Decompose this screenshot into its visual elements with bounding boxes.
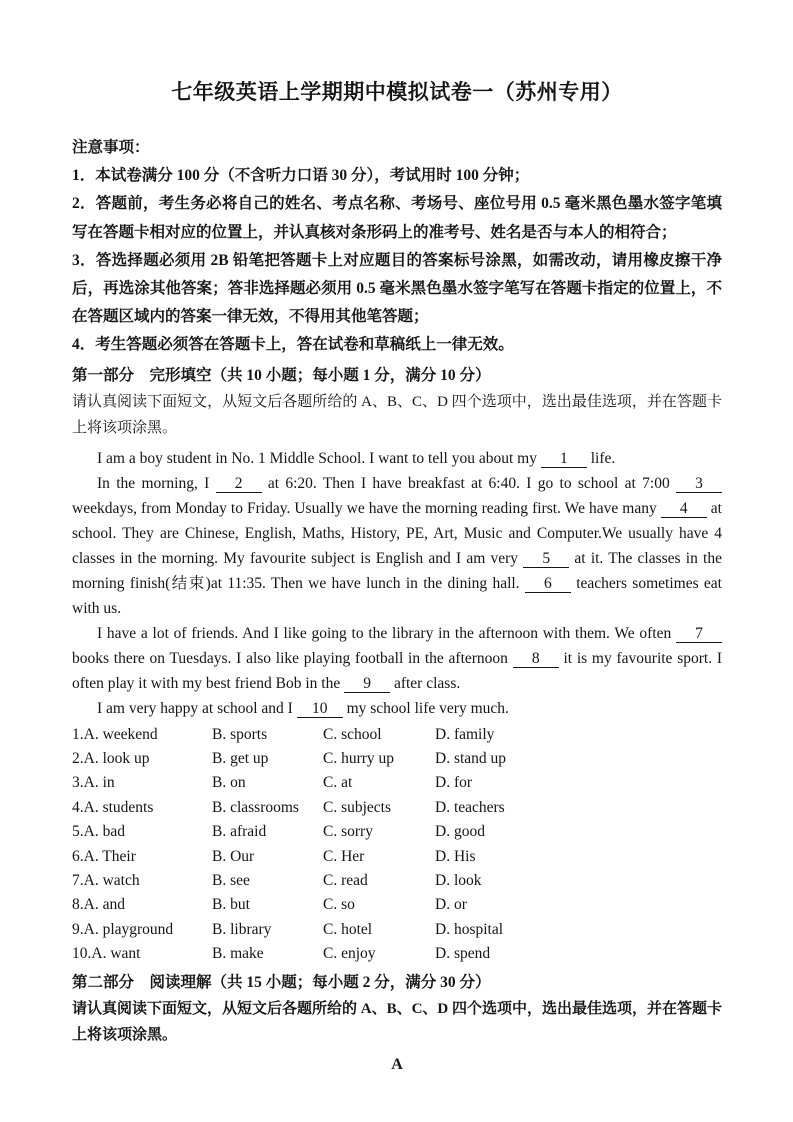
part2-heading: 第二部分 阅读理解（共 15 小题；每小题 2 分，满分 30 分） [72,973,491,991]
passage-paragraph-4: I am very happy at school and I 10 my school life very much. [97,699,509,717]
option-cell-q5-a: 5.A. bad [72,823,125,841]
cloze-blank-9: 9 [344,676,390,693]
cloze-passage [72,446,722,721]
option-cell-q4-a: 4.A. students [72,798,154,816]
reading-passage-label: A [391,1055,403,1073]
option-cell-q3-c: C. at [323,774,353,792]
option-cell-q2-d: D. stand up [435,750,507,768]
option-cell-q7-c: C. read [323,872,368,890]
option-cell-q8-c: C. so [323,896,355,914]
cloze-blank-10: 10 [297,701,343,718]
option-cell-q1-d: D. family [435,725,495,743]
cloze-blank-1: 1 [541,451,587,468]
part1-heading: 第一部分 完形填空（共 10 小题；每小题 1 分，满分 10 分） [72,366,491,384]
option-cell-q3-b: B. on [212,774,246,792]
option-cell-q2-a: 2.A. look up [72,750,150,768]
passage-paragraph-3: I have a lot of friends. And I like going to the library in the afternoon with them. We often 7 books there on Tuesdays. I also like playing football in the afternoon 8 it is my favourite sport. I often play it with my best friend Bob in the 9 after class. [72,624,722,692]
passage-paragraph-1: I am a boy student in No. 1 Middle School. I want to tell you about my 1 life. [97,449,616,467]
part1-intro: 请认真阅读下面短文，从短文后各题所给的 A、B、C、D 四个选项中，选出最佳选项，并在答题卡上将该项涂黑。 [72,393,722,436]
notice-heading: 注意事项： [72,139,150,156]
option-cell-q8-b: B. but [212,896,250,914]
option-cell-q1-b: B. sports [212,725,268,743]
option-cell-q6-d: D. His [435,847,476,865]
option-cell-q6-c: C. Her [323,847,365,865]
option-cell-q8-a: 8.A. and [72,896,125,914]
page-title: 七年级英语上学期期中模拟试卷一（苏州专用） [171,80,623,104]
cloze-blank-6: 6 [525,576,571,593]
option-cell-q8-d: D. or [435,896,467,914]
option-cell-q4-d: D. teachers [435,798,505,816]
option-cell-q3-a: 3.A. in [72,774,115,792]
cloze-blank-5: 5 [523,551,569,568]
passage-paragraph-2: In the morning, I 2 at 6:20. Then I have breakfast at 6:40. I go to school at 7:00 3 weekdays, from Monday to Friday. Usually we have the morning reading first. We have many 4 at school. They are Chinese, English, Maths, History, PE, Art, Music and Computer.We usually have 4 classes in the morning. My favourite subject is English and I am very 5 at it. The classes in the morning finish(结束)at 11:35. Then we have lunch in the dining hall. 6 teachers sometimes eat with us. [72,474,722,617]
option-cell-q2-b: B. get up [212,750,269,768]
option-cell-q1-c: C. school [323,725,382,743]
option-cell-q4-b: B. classrooms [212,798,299,816]
cloze-blank-8: 8 [513,651,559,668]
option-cell-q2-c: C. hurry up [323,750,395,768]
option-cell-q9-d: D. hospital [435,920,504,938]
cloze-blank-4: 4 [661,501,707,518]
option-cell-q10-b: B. make [212,945,264,963]
option-cell-q5-b: B. afraid [212,823,267,841]
option-cell-q1-a: 1.A. weekend [72,725,158,743]
option-cell-q10-d: D. spend [435,945,491,963]
option-cell-q10-c: C. enjoy [323,945,376,963]
option-cell-q3-d: D. for [435,774,473,792]
option-cell-q9-a: 9.A. playground [72,920,174,938]
part2-intro: 请认真阅读下面短文，从短文后各题所给的 A、B、C、D 四个选项中，选出最佳选项，并在答题卡上将该项涂黑。 [72,1000,723,1043]
option-cell-q9-b: B. library [212,920,272,938]
notice-items [72,162,722,359]
cloze-blank-7: 7 [676,626,722,643]
option-cell-q6-a: 6.A. Their [72,847,136,865]
option-cell-q7-a: 7.A. watch [72,872,140,890]
option-cell-q10-a: 10.A. want [72,945,141,963]
cloze-options [72,723,722,967]
option-cell-q5-c: C. sorry [323,823,373,841]
notice-section [72,134,722,360]
option-cell-q9-c: C. hotel [323,920,373,938]
cloze-blank-3: 3 [676,476,722,493]
option-cell-q7-b: B. see [212,872,250,890]
option-cell-q6-b: B. Our [212,847,255,865]
notice-item-3: 3．答选择题必须用 2B 铅笔把答题卡上对应题目的答案标号涂黑，如需改动，请用橡皮擦干净后，再选涂其他答案；答非选择题必须用 0.5 毫米黑色墨水签字笔写在答题卡指定的位置上，不在答题区域内的答案一律无效，不得用其他笔答题； [72,251,722,326]
option-cell-q5-d: D. good [435,823,485,841]
notice-item-2: 2．答题前，考生务必将自己的姓名、考点名称、考场号、座位号用 0.5 毫米黑色墨水签字笔填写在答题卡相对应的位置上，并认真核对条形码上的准考号、姓名是否与本人的相符合； [72,195,722,241]
notice-item-4: 4．考生答题必须答在答题卡上，答在试卷和草稿纸上一律无效。 [72,336,514,354]
notice-item-1: 1．本试卷满分 100 分（不含听力口语 30 分），考试用时 100 分钟； [72,167,530,185]
cloze-blank-2: 2 [216,476,262,493]
option-cell-q4-c: C. subjects [323,798,392,816]
option-cell-q7-d: D. look [435,872,482,890]
